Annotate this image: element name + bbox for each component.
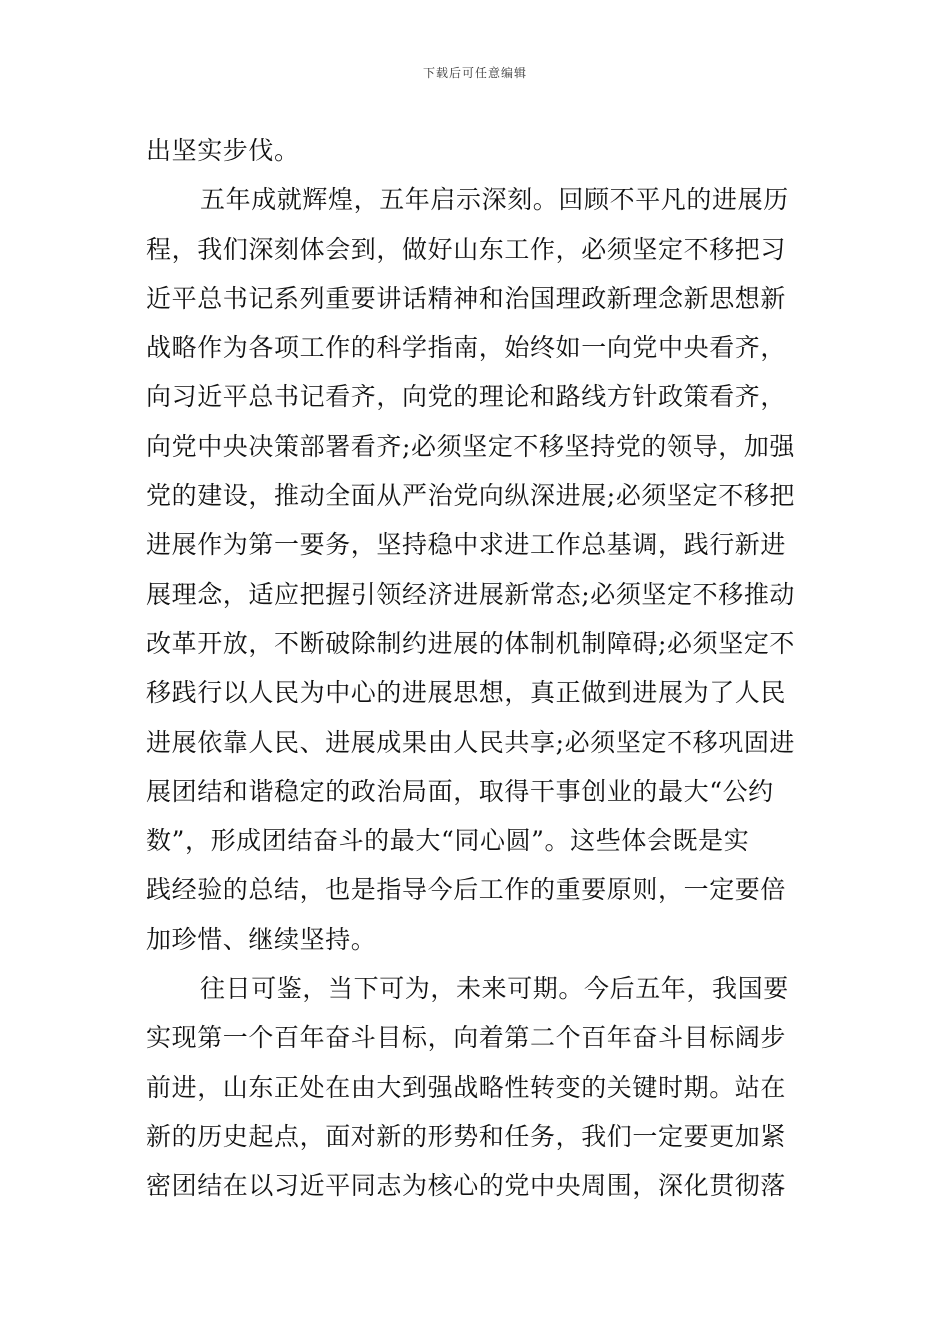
text-line: 数”，形成团结奋斗的最大“同心圆”。这些体会既是实 [146, 826, 750, 856]
text-line: 改革开放，不断破除制约进展的体制机制障碍;必须坚定不 [146, 628, 796, 658]
text-line: 新的历史起点，面对新的形势和任务，我们一定要更加紧 [146, 1121, 787, 1151]
text-line: 近平总书记系列重要讲话精神和治国理政新理念新思想新 [146, 283, 787, 313]
text-line: 加珍惜、继续坚持。 [146, 924, 377, 954]
text-line: 展理念，适应把握引领经济进展新常态;必须坚定不移推动 [146, 579, 796, 609]
document-body [146, 126, 806, 1211]
text-line: 践经验的总结，也是指导今后工作的重要原则，一定要倍 [146, 875, 787, 905]
text-line: 程，我们深刻体会到，做好山东工作，必须坚定不移把习 [146, 234, 787, 264]
text-line: 战略作为各项工作的科学指南，始终如一向党中央看齐， [146, 333, 787, 363]
text-line: 出坚实步伐。 [146, 136, 300, 165]
text-line: 党的建设，推动全面从严治党向纵深进展;必须坚定不移把 [146, 481, 796, 511]
text-line: 密团结在以习近平同志为核心的党中央周围，深化贯彻落 [146, 1171, 787, 1201]
text-line: 向党中央决策部署看齐;必须坚定不移坚持党的领导，加强 [146, 431, 796, 461]
header-note: 下载后可任意编辑 [422, 66, 527, 80]
text-line: 前进，山东正处在由大到强战略性转变的关键时期。站在 [146, 1072, 787, 1102]
text-line: 进展作为第一要务，坚持稳中求进工作总基调，践行新进 [146, 530, 787, 560]
paragraph-start-line: 往日可鉴，当下可为，未来可期。今后五年，我国要 [200, 974, 789, 1004]
text-line: 进展依靠人民、进展成果由人民共享;必须坚定不移巩固进 [146, 727, 796, 757]
text-line: 实现第一个百年奋斗目标，向着第二个百年奋斗目标阔步 [146, 1023, 787, 1053]
text-line: 展团结和谐稳定的政治局面，取得干事创业的最大“公约 [146, 776, 774, 806]
text-line: 向习近平总书记看齐，向党的理论和路线方针政策看齐， [146, 382, 787, 412]
text-line: 移践行以人民为中心的进展思想，真正做到进展为了人民 [146, 678, 787, 708]
paragraph-start-line: 五年成就辉煌，五年启示深刻。回顾不平凡的进展历 [200, 185, 789, 215]
